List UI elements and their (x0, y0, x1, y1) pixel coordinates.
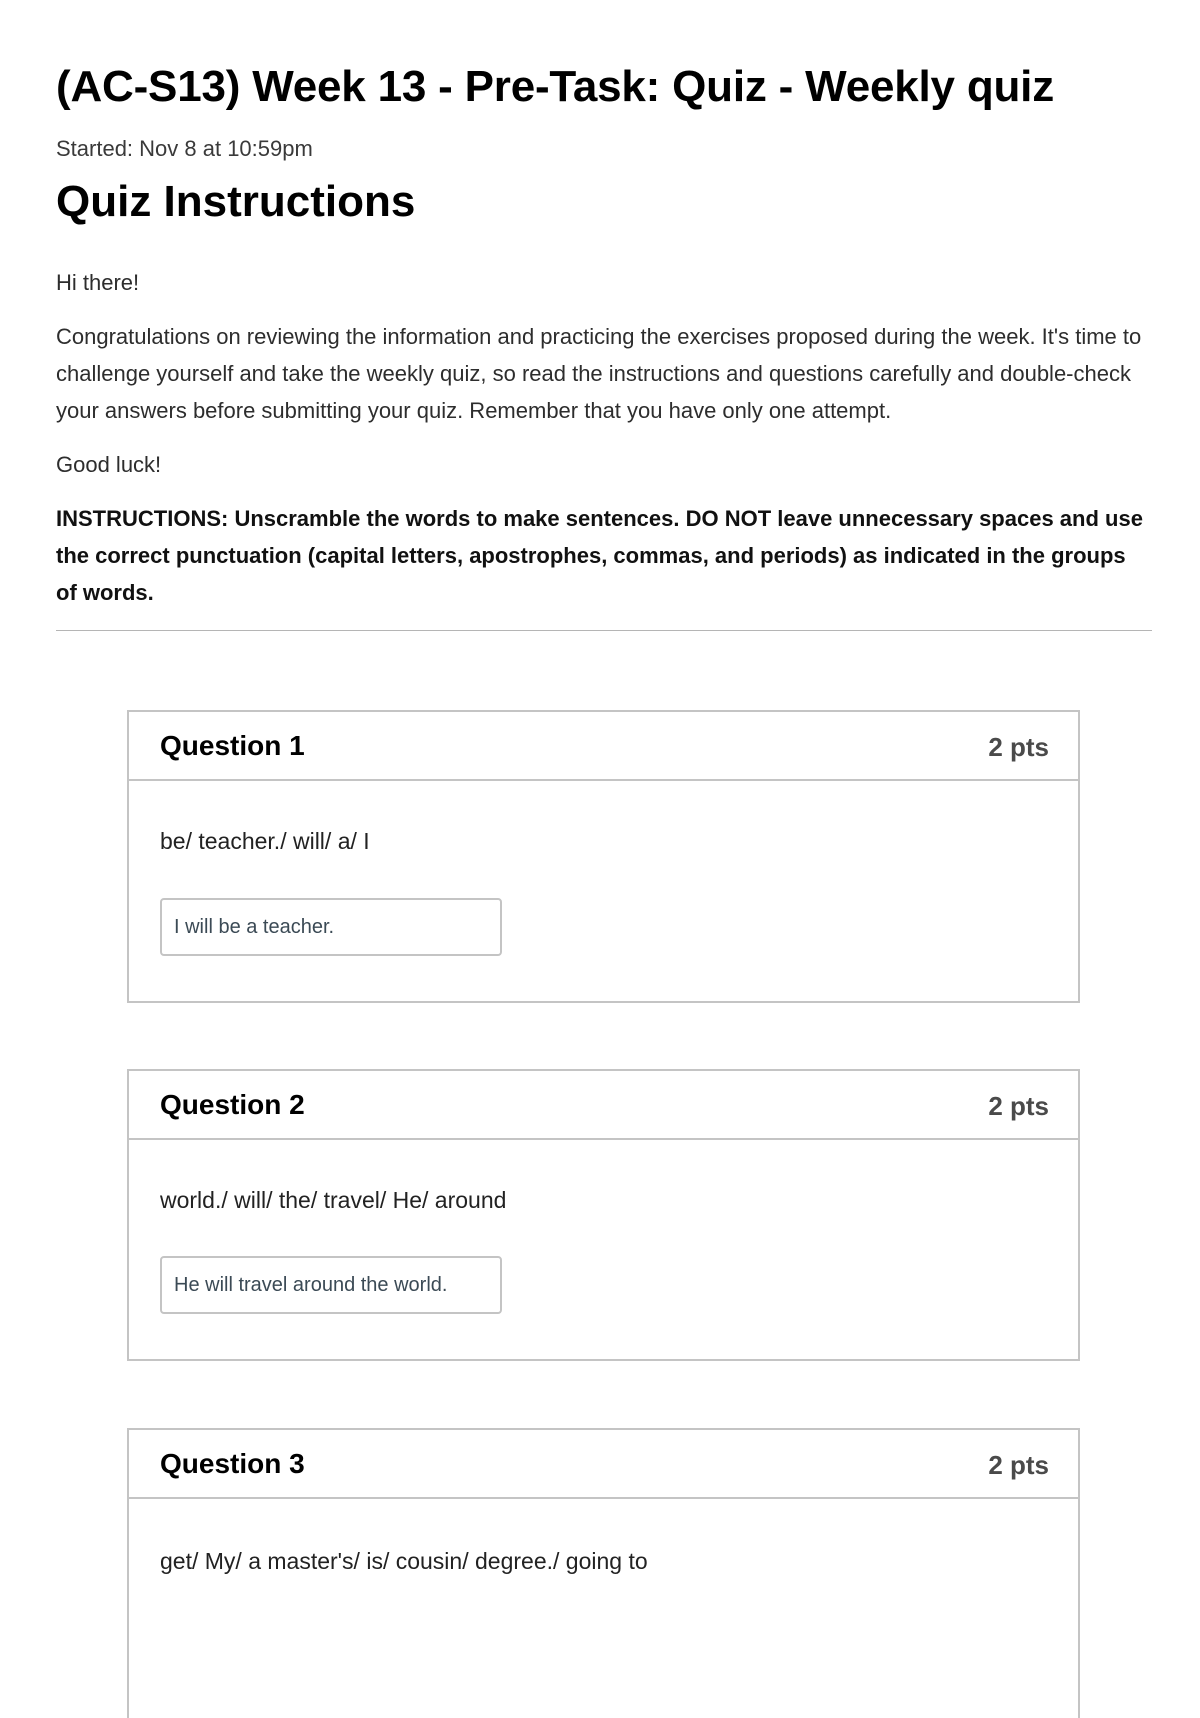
instructions-greeting: Hi there! (56, 270, 140, 295)
question-prompt: be/ teacher./ will/ a/ I (160, 828, 370, 854)
question-header (129, 1071, 1078, 1140)
question-title: Question 3 (160, 1448, 305, 1479)
question-points: 2 pts (988, 1450, 1049, 1480)
question-title: Question 1 (160, 730, 305, 761)
question-title: Question 2 (160, 1089, 305, 1120)
instructions-rules: INSTRUCTIONS: Unscramble the words to make sentences. DO NOT leave unnecessary spaces and use the correct punctuation (capital letters, apostrophes, commas, and periods) as indicated in the groups of words. (56, 506, 1143, 605)
instructions-heading: Quiz Instructions (56, 177, 416, 226)
question-points: 2 pts (988, 732, 1049, 762)
question-prompt: get/ My/ a master's/ is/ cousin/ degree./ going to (160, 1548, 648, 1574)
started-timestamp: Started: Nov 8 at 10:59pm (56, 136, 313, 161)
question-card-3 (127, 1428, 1080, 1718)
instructions-body: Congratulations on reviewing the information and practicing the exercises proposed during the week. It's time to challenge yourself and take the weekly quiz, so read the instructions and questions carefully and double-check your answers before submitting your quiz. Remember that you have only one attempt. (56, 324, 1142, 423)
question-card-2 (127, 1069, 1080, 1361)
question-points: 2 pts (988, 1091, 1049, 1121)
section-divider (56, 630, 1152, 631)
quiz-title: (AC-S13) Week 13 - Pre-Task: Quiz - Weekly quiz (56, 62, 1055, 111)
instructions-closing: Good luck! (56, 452, 162, 477)
answer-input[interactable] (160, 898, 502, 956)
quiz-page (56, 54, 1152, 631)
question-header (129, 1430, 1078, 1499)
question-prompt: world./ will/ the/ travel/ He/ around (160, 1187, 507, 1213)
question-header (129, 712, 1078, 781)
answer-input[interactable] (160, 1256, 502, 1314)
question-card-1 (127, 710, 1080, 1003)
